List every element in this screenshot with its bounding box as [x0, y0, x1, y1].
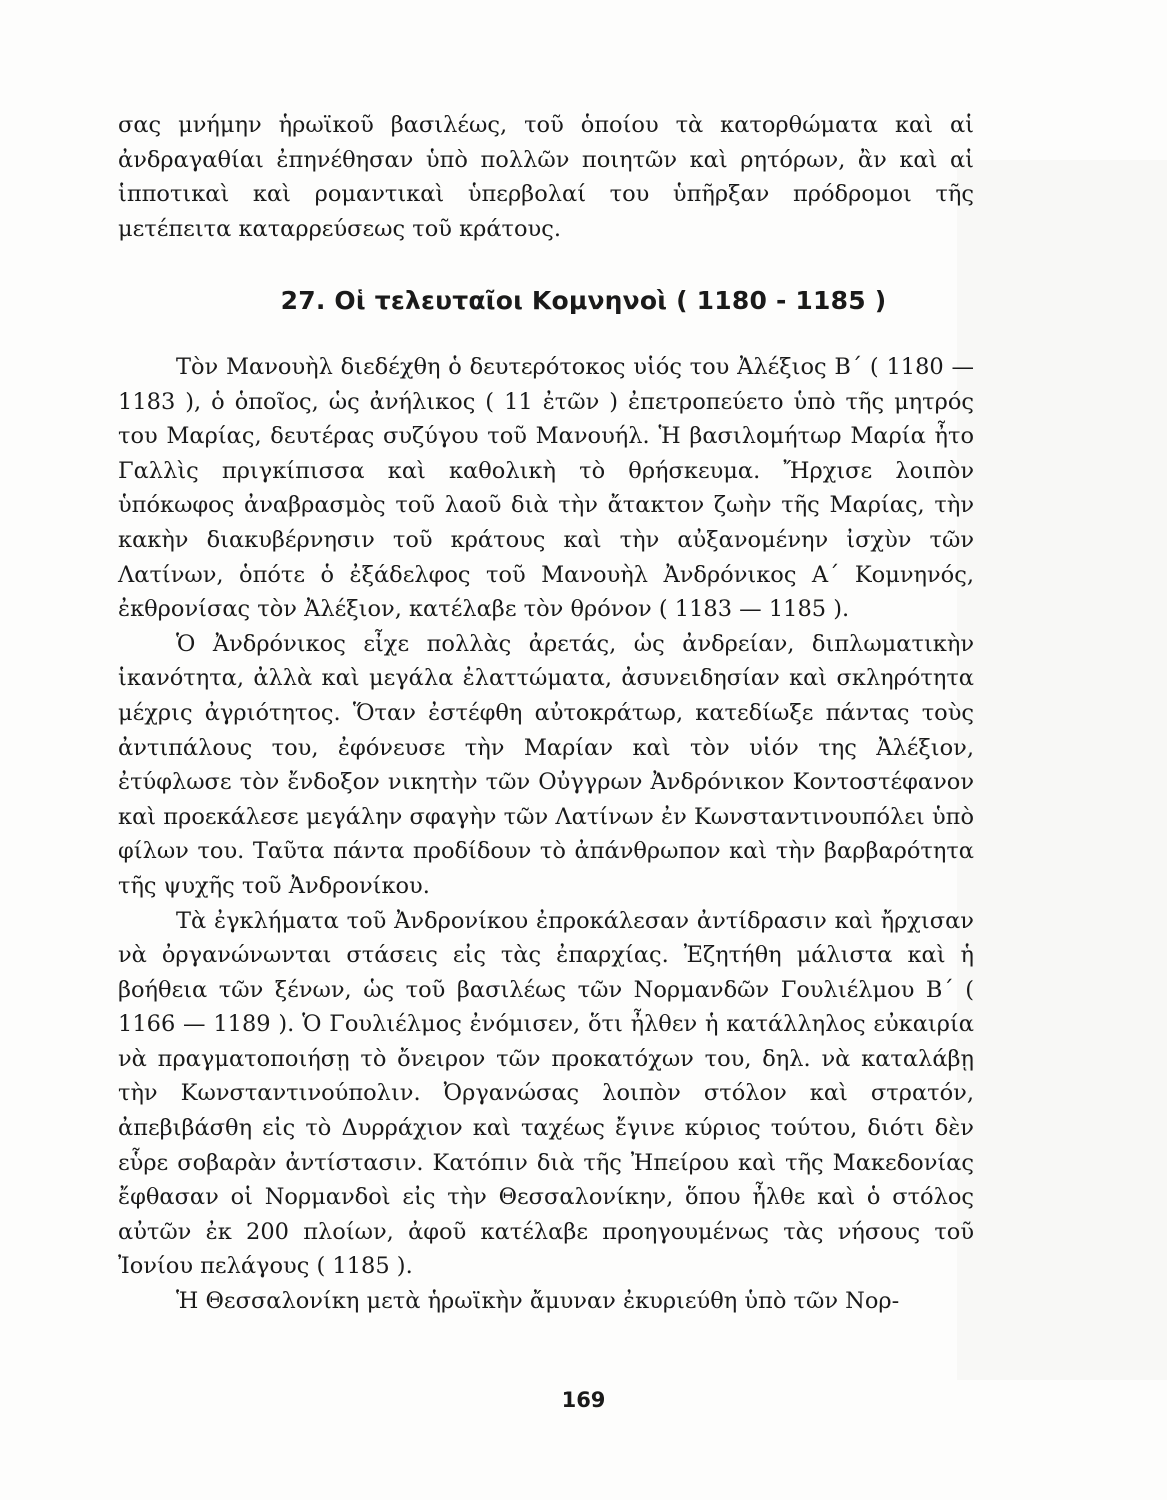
paragraph-2: Ὁ Ἀνδρόνικος εἶχε πολλὰς ἀρετάς, ὡς ἀνδρείαν, διπλωματικὴν ἱκανότητα, ἀλλὰ καὶ μεγάλα ἐλαττώματα, ἀσυνειδησίαν καὶ σκληρότητα μέχρις ἀγριότητος. Ὅταν ἐστέφθη αὐτοκράτωρ, κατεδίωξε πάντας τοὺς ἀντιπάλους του, ἐφόνευσε τὴν Μαρίαν καὶ τὸν υἱόν της Ἀλέξιον, ἐτύφλωσε τὸν ἔνδοξον νικητὴν τῶν Οὐγγρων Ἀνδρόνικον Κοντοστέφανον καὶ προεκάλεσε μεγάλην σφαγὴν τῶν Λατίνων ἐν Κωνσταντινουπόλει ὑπὸ φίλων του. Ταῦτα πάντα προδίδουν τὸ ἀπάνθρωπον καὶ τὴν βαρβαρότητα τῆς ψυχῆς τοῦ Ἀνδρονίκου. [118, 630, 974, 899]
body-text [118, 350, 974, 1319]
page-number: 169 [561, 1388, 606, 1412]
section-heading: 27. Οἱ τελευταῖοι Κομνηνοὶ ( 1180 - 1185 ) [280, 286, 887, 315]
intro-paragraph: σας μνήμην ἡρωϊκοῦ βασιλέως, τοῦ ὁποίου τὰ κατορθώματα καὶ αἱ ἀνδραγαθίαι ἐπηνέθησαν ὑπὸ πολλῶν ποιητῶν καὶ ρητόρων, ἂν καὶ αἱ ἱπποτικαὶ καὶ ρομαντικαὶ ὑπερβολαί του ὑπῆρξαν πρόδρομοι τῆς μετέπειτα καταρρεύσεως τοῦ κράτους. [118, 112, 974, 242]
intro-text [118, 108, 974, 246]
paragraph-1: Τὸν Μανουὴλ διεδέχθη ὁ δευτερότοκος υἱός του Ἀλέξιος Β΄ ( 1180 — 1183 ), ὁ ὁποῖος, ὡς ἀνήλικος ( 11 ἐτῶν ) ἐπετροπεύετο ὑπὸ τῆς μητρός του Μαρίας, δευτέρας συζύγου τοῦ Μανουήλ. Ἡ βασιλομήτωρ Μαρία ἦτο Γαλλὶς πριγκίπισσα καὶ καθολικὴ τὸ θρήσκευμα. Ἤρχισε λοιπὸν ὑπόκωφος ἀναβρασμὸς τοῦ λαοῦ διὰ τὴν ἄτακτον ζωὴν τῆς Μαρίας, τὴν κακὴν διακυβέρνησιν τοῦ κράτους καὶ τὴν αὐξανομένην ἰσχὺν τῶν Λατίνων, ὁπότε ὁ ἐξάδελφος τοῦ Μανουὴλ Ἀνδρόνικος Α΄ Κομνηνός, ἐκθρονίσας τὸν Ἀλέξιον, κατέλαβε τὸν θρόνον ( 1183 — 1185 ). [118, 354, 974, 623]
show-through-shadow [957, 160, 1167, 1380]
paragraph-4: Ἡ Θεσσαλονίκη μετὰ ἡρωϊκὴν ἄμυναν ἐκυριεύθη ὑπὸ τῶν Νορ- [176, 1288, 900, 1315]
paragraph-3: Τὰ ἐγκλήματα τοῦ Ἀνδρονίκου ἐπροκάλεσαν ἀντίδρασιν καὶ ἤρχισαν νὰ ὀργανώνωνται στάσεις εἰς τὰς ἐπαρχίας. Ἐζητήθη μάλιστα καὶ ἡ βοήθεια τῶν ξένων, ὡς τοῦ βασιλέως τῶν Νορμανδῶν Γουλιέλμου Β΄ ( 1166 — 1189 ). Ὁ Γουλιέλμος ἐνόμισεν, ὅτι ἦλθεν ἡ κατάλληλος εὐκαιρία νὰ πραγματοποιήσῃ τὸ ὄνειρον τῶν προκατόχων του, δηλ. νὰ καταλάβῃ τὴν Κωνσταντινούπολιν. Ὀργανώσας λοιπὸν στόλον καὶ στρατόν, ἀπεβιβάσθη εἰς τὸ Δυρράχιον καὶ ταχέως ἔγινε κύριος τούτου, διότι δὲν εὗρε σοβαρὰν ἀντίστασιν. Κατόπιν διὰ τῆς Ἠπείρου καὶ τῆς Μακεδονίας ἔφθασαν οἱ Νορμανδοὶ εἰς τὴν Θεσσαλονίκην, ὅπου ἦλθε καὶ ὁ στόλος αὐτῶν ἐκ 200 πλοίων, ἀφοῦ κατέλαβε προηγουμένως τὰς νήσους τοῦ Ἰονίου πελάγους ( 1185 ). [118, 907, 974, 1280]
